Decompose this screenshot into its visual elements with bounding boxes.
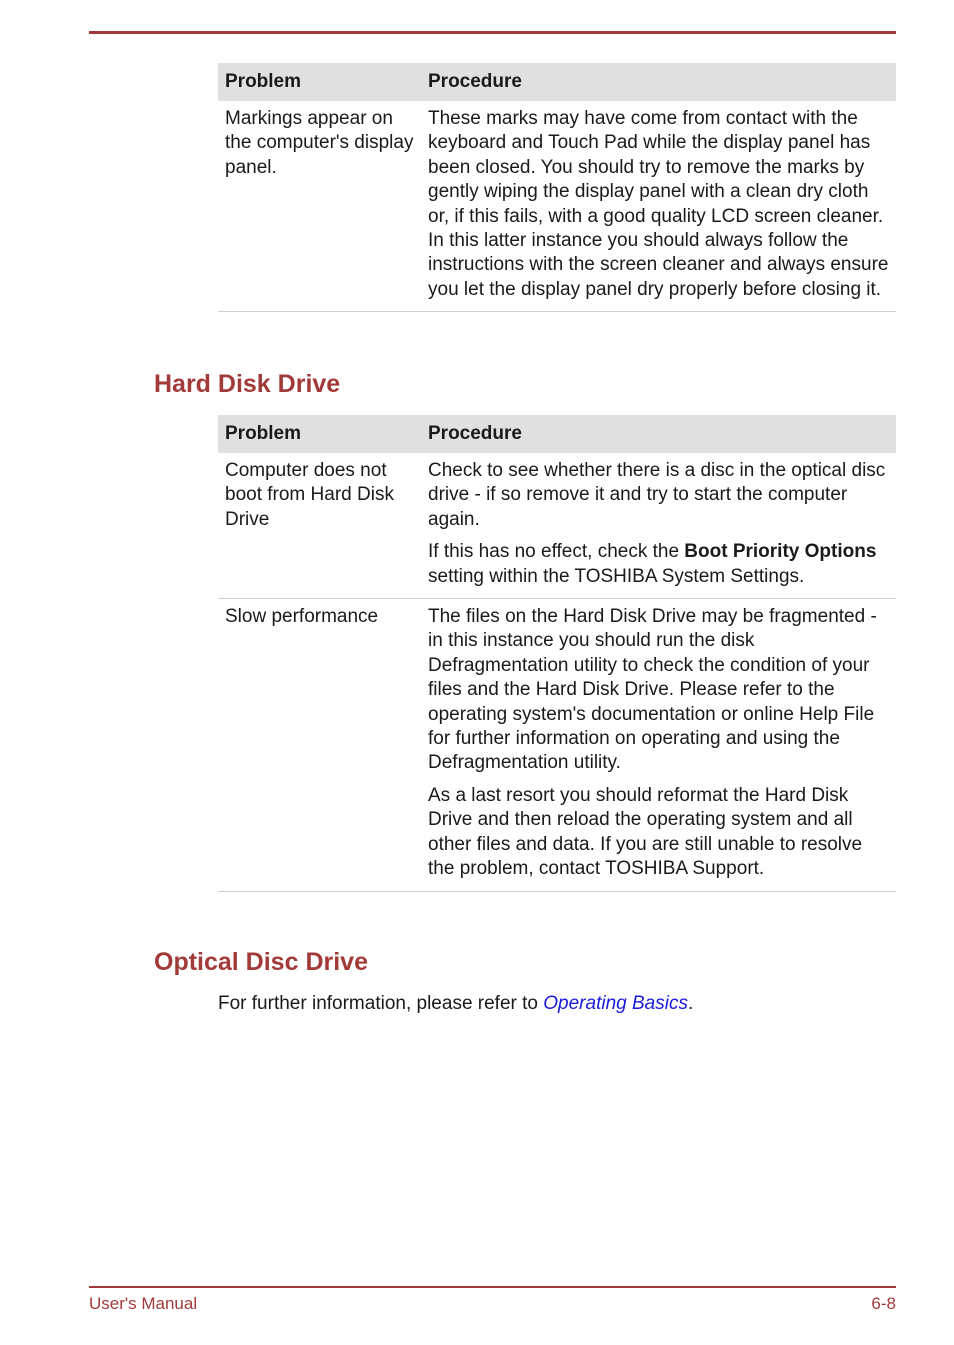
procedure-cell xyxy=(422,605,896,881)
problem-cell: Markings appear on the computer's display panel. xyxy=(225,108,414,178)
footer-rule xyxy=(89,1286,896,1288)
column-header-problem: Problem xyxy=(225,422,302,444)
problem-cell: Slow performance xyxy=(225,606,379,628)
procedure-cell xyxy=(422,107,896,302)
procedure-text xyxy=(428,540,892,589)
procedure-text: As a last resort you should reformat the Hard Disk Drive and then reload the operating system and all other files and data. If you are still unable to resolve the problem, contact TOSHIBA Support. xyxy=(428,784,863,880)
header-rule xyxy=(89,31,896,34)
table-row xyxy=(218,453,896,599)
procedure-text-start: If this has no effect, check the xyxy=(428,541,685,563)
problem-cell: Computer does not boot from Hard Disk Drive xyxy=(225,460,394,530)
paragraph-text-start: For further information, please refer to xyxy=(218,993,544,1014)
optical-disc-drive-paragraph xyxy=(218,993,693,1015)
table-row xyxy=(218,599,896,891)
procedure-text: Check to see whether there is a disc in the optical disc drive - if so remove it and try to start the computer again. xyxy=(428,460,886,530)
display-troubleshooting-table xyxy=(218,63,896,312)
procedure-text: The files on the Hard Disk Drive may be fragmented - in this instance you should run the disk Defragmentation utility to check the condition of your files and the Hard Disk Drive. Please refer to the operating system's documentation or online Help File for further information on operating and using the Defragmentation utility. xyxy=(428,606,877,774)
section-title-hard-disk-drive: Hard Disk Drive xyxy=(154,370,341,398)
procedure-cell xyxy=(422,459,896,589)
boot-priority-options-term: Boot Priority Options xyxy=(684,541,877,563)
footer-manual-title: User's Manual xyxy=(89,1294,198,1313)
operating-basics-link[interactable]: Operating Basics xyxy=(543,993,688,1014)
table-row xyxy=(218,101,896,312)
column-header-procedure: Procedure xyxy=(428,422,522,444)
table-header-row xyxy=(218,63,896,101)
table-header-row xyxy=(218,415,896,453)
procedure-text-end: setting within the TOSHIBA System Settings. xyxy=(428,565,805,587)
section-title-optical-disc-drive: Optical Disc Drive xyxy=(154,948,368,976)
footer-page-number: 6-8 xyxy=(871,1294,896,1313)
paragraph-text-end: . xyxy=(687,993,694,1014)
procedure-text: These marks may have come from contact with the keyboard and Touch Pad while the display panel has been closed. You should try to remove the marks by gently wiping the display panel with a clean dry cloth or, if this fails, with a good quality LCD screen cleaner. In this latter instance you should always follow the instructions with the screen cleaner and always ensure you let the display panel dry properly before closing it. xyxy=(428,108,889,300)
hdd-troubleshooting-table xyxy=(218,415,896,892)
column-header-problem: Problem xyxy=(225,70,302,92)
column-header-procedure: Procedure xyxy=(428,70,522,92)
